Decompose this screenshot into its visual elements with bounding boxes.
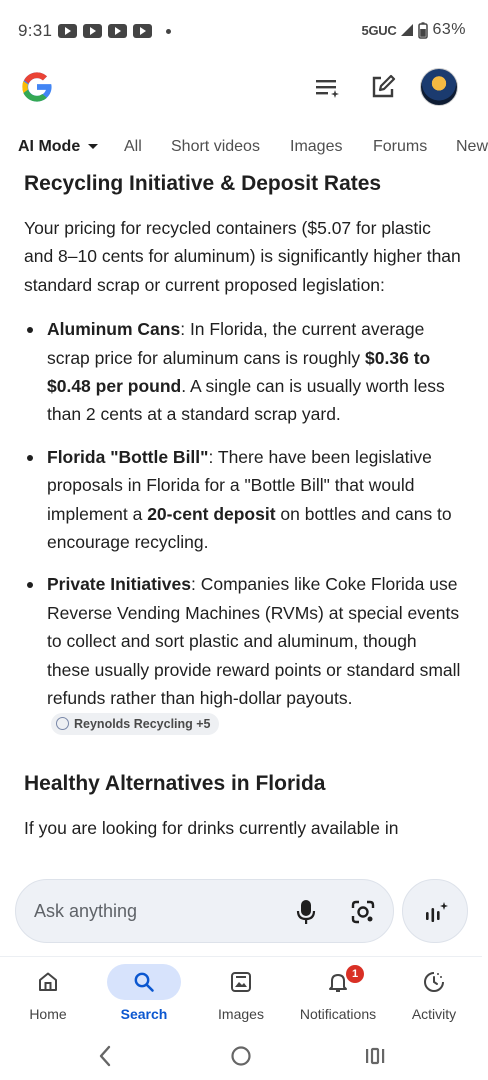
bullet-text: on bottles and cans to encourage recycling. <box>47 503 452 553</box>
battery-icon <box>418 22 428 39</box>
home-circle-icon[interactable] <box>227 1042 255 1070</box>
tab-short-videos[interactable]: Short videos <box>171 138 260 155</box>
bullet-text: : Companies like Coke Florida use Reverse Vending Machines (RVMs) at special events to collect and sort plastic and aluminum, though these usually provide reward points or standard small refunds rather than high-dollar payouts. <box>47 574 461 709</box>
search-tabs <box>0 128 488 168</box>
bullet-title: Florida "Bottle Bill" <box>47 446 209 467</box>
back-icon[interactable] <box>92 1042 120 1070</box>
tab-all[interactable]: All <box>124 138 142 155</box>
bullet-text: : There have been legislative proposals in Florida for a "Bottle Bill" that would implement a <box>47 446 432 524</box>
section-heading: Recycling Initiative & Deposit Rates <box>24 172 382 195</box>
tab-images[interactable]: Images <box>290 138 343 155</box>
bullet-emphasis: $0.36 to $0.48 per pound <box>47 347 431 397</box>
bullet-emphasis: 20-cent deposit <box>147 503 276 524</box>
status-bar <box>0 0 482 60</box>
search-icon <box>132 970 156 994</box>
youtube-notification-icon <box>58 24 77 38</box>
sparkle-bars-icon <box>423 899 449 925</box>
nav-search[interactable] <box>96 957 192 1035</box>
section-heading: Healthy Alternatives in Florida <box>24 772 326 796</box>
paragraph: If you are looking for drinks currently available in <box>24 818 399 839</box>
list-item <box>24 315 464 429</box>
filter-list-icon[interactable] <box>313 72 343 102</box>
notification-badge: 1 <box>346 965 364 983</box>
search-input[interactable]: Ask anything <box>34 901 138 921</box>
google-lens-icon[interactable] <box>350 899 376 925</box>
list-item <box>24 443 464 557</box>
avatar[interactable] <box>420 68 458 106</box>
source-chip-label: Reynolds Recycling +5 <box>74 716 211 731</box>
list-item <box>24 570 464 741</box>
intro-paragraph: Your pricing for recycled containers ($5.07 for plastic and 8–10 cents for aluminum) is significantly higher than standard scrap or current proposed legislation: <box>24 218 461 295</box>
globe-icon <box>56 717 69 730</box>
recents-icon[interactable] <box>361 1042 389 1070</box>
status-indicators <box>362 21 466 39</box>
bottom-navigation <box>0 956 482 1034</box>
battery-percent: 63% <box>432 21 466 38</box>
microphone-icon[interactable] <box>295 898 317 926</box>
tab-news[interactable]: New <box>456 138 488 155</box>
nav-home[interactable] <box>0 957 96 1035</box>
network-type: 5GUC <box>361 22 397 38</box>
signal-icon <box>400 23 414 37</box>
nav-activity[interactable] <box>386 957 482 1035</box>
google-logo-icon[interactable] <box>18 68 56 106</box>
system-navigation-bar <box>0 1034 482 1080</box>
more-notifications-dot <box>166 29 171 34</box>
search-bar[interactable] <box>15 879 394 943</box>
chevron-down-icon <box>88 144 98 149</box>
tab-forums[interactable]: Forums <box>373 138 428 155</box>
nav-label: Home <box>29 1006 67 1022</box>
home-icon <box>36 970 60 994</box>
status-time: 9:31 <box>18 21 53 40</box>
bullet-title: Aluminum Cans <box>47 319 181 340</box>
bullet-text: : In Florida, the current average scrap price for aluminum cans is roughly <box>47 319 425 368</box>
tab-label: AI Mode <box>18 138 81 155</box>
bullet-list <box>24 315 464 741</box>
bullet-text: . A single can is usually worth less than 2 cents at a standard scrap yard. <box>47 376 445 425</box>
nav-images[interactable] <box>193 957 289 1035</box>
tab-ai-mode[interactable] <box>18 138 98 156</box>
app-header <box>0 60 482 116</box>
nav-label: Activity <box>411 1006 457 1022</box>
bullet-title: Private Initiatives <box>47 574 191 595</box>
nav-label: Images <box>218 1006 264 1022</box>
nav-label: Search <box>120 1006 168 1022</box>
nav-notifications[interactable] <box>290 957 386 1035</box>
notification-icons <box>58 24 171 38</box>
source-chip[interactable] <box>51 713 219 735</box>
youtube-notification-icon <box>133 24 152 38</box>
youtube-notification-icon <box>83 24 102 38</box>
images-icon <box>229 970 253 994</box>
ai-mode-sparkle-button[interactable] <box>402 879 468 943</box>
ai-response <box>24 168 464 843</box>
youtube-notification-icon <box>108 24 127 38</box>
activity-icon <box>422 970 446 994</box>
edit-icon[interactable] <box>368 72 398 102</box>
nav-label: Notifications <box>299 1006 377 1022</box>
